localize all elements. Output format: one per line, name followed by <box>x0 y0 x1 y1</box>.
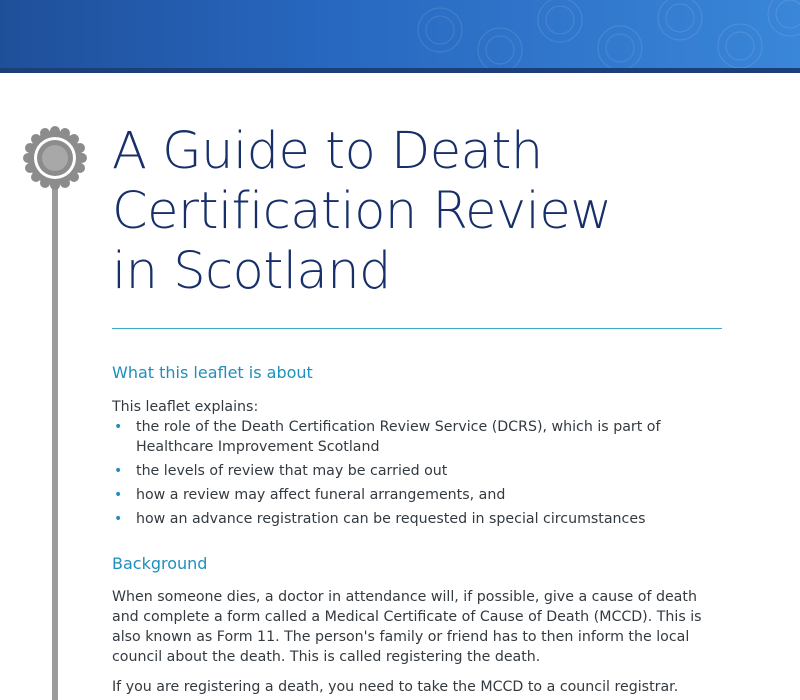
leaflet-topics-list <box>112 417 702 533</box>
intro-text: This leaflet explains: <box>112 399 259 415</box>
list-item <box>112 485 702 505</box>
list-item-text: the role of the Death Certification Review Service (DCRS), which is part of Healthcare Improvement Scotland <box>136 419 661 455</box>
bullet-icon: • <box>114 419 123 435</box>
section-heading-background: Background <box>112 554 208 573</box>
title-line: in Scotland <box>112 242 391 301</box>
list-item-text: how an advance registration can be requested in special circumstances <box>136 511 646 527</box>
section-heading-about: What this leaflet is about <box>112 363 313 382</box>
banner-pattern <box>380 0 800 68</box>
pin-icon <box>20 125 90 700</box>
bullet-icon: • <box>114 511 123 527</box>
list-item-text: how a review may affect funeral arrangements, and <box>136 487 506 503</box>
bullet-icon: • <box>114 487 123 503</box>
page-title <box>112 122 611 302</box>
list-item <box>112 509 702 529</box>
banner-divider <box>0 68 800 73</box>
header-banner <box>0 0 800 68</box>
title-line: A Guide to Death <box>112 122 543 181</box>
bullet-icon: • <box>114 463 123 479</box>
list-item-text: the levels of review that may be carried out <box>136 463 448 479</box>
list-item <box>112 417 702 457</box>
title-divider <box>112 328 722 329</box>
title-line: Certification Review <box>112 182 612 241</box>
background-paragraph: If you are registering a death, you need to take the MCCD to a council registrar. <box>112 679 679 695</box>
background-paragraph: When someone dies, a doctor in attendance will, if possible, give a cause of death and complete a form called a Medical Certificate of Cause of Death (MCCD). This is also known as Form 11. The person's family or friend has to then inform the local council about the death. This is called registering the death. <box>112 589 702 665</box>
list-item <box>112 461 702 481</box>
